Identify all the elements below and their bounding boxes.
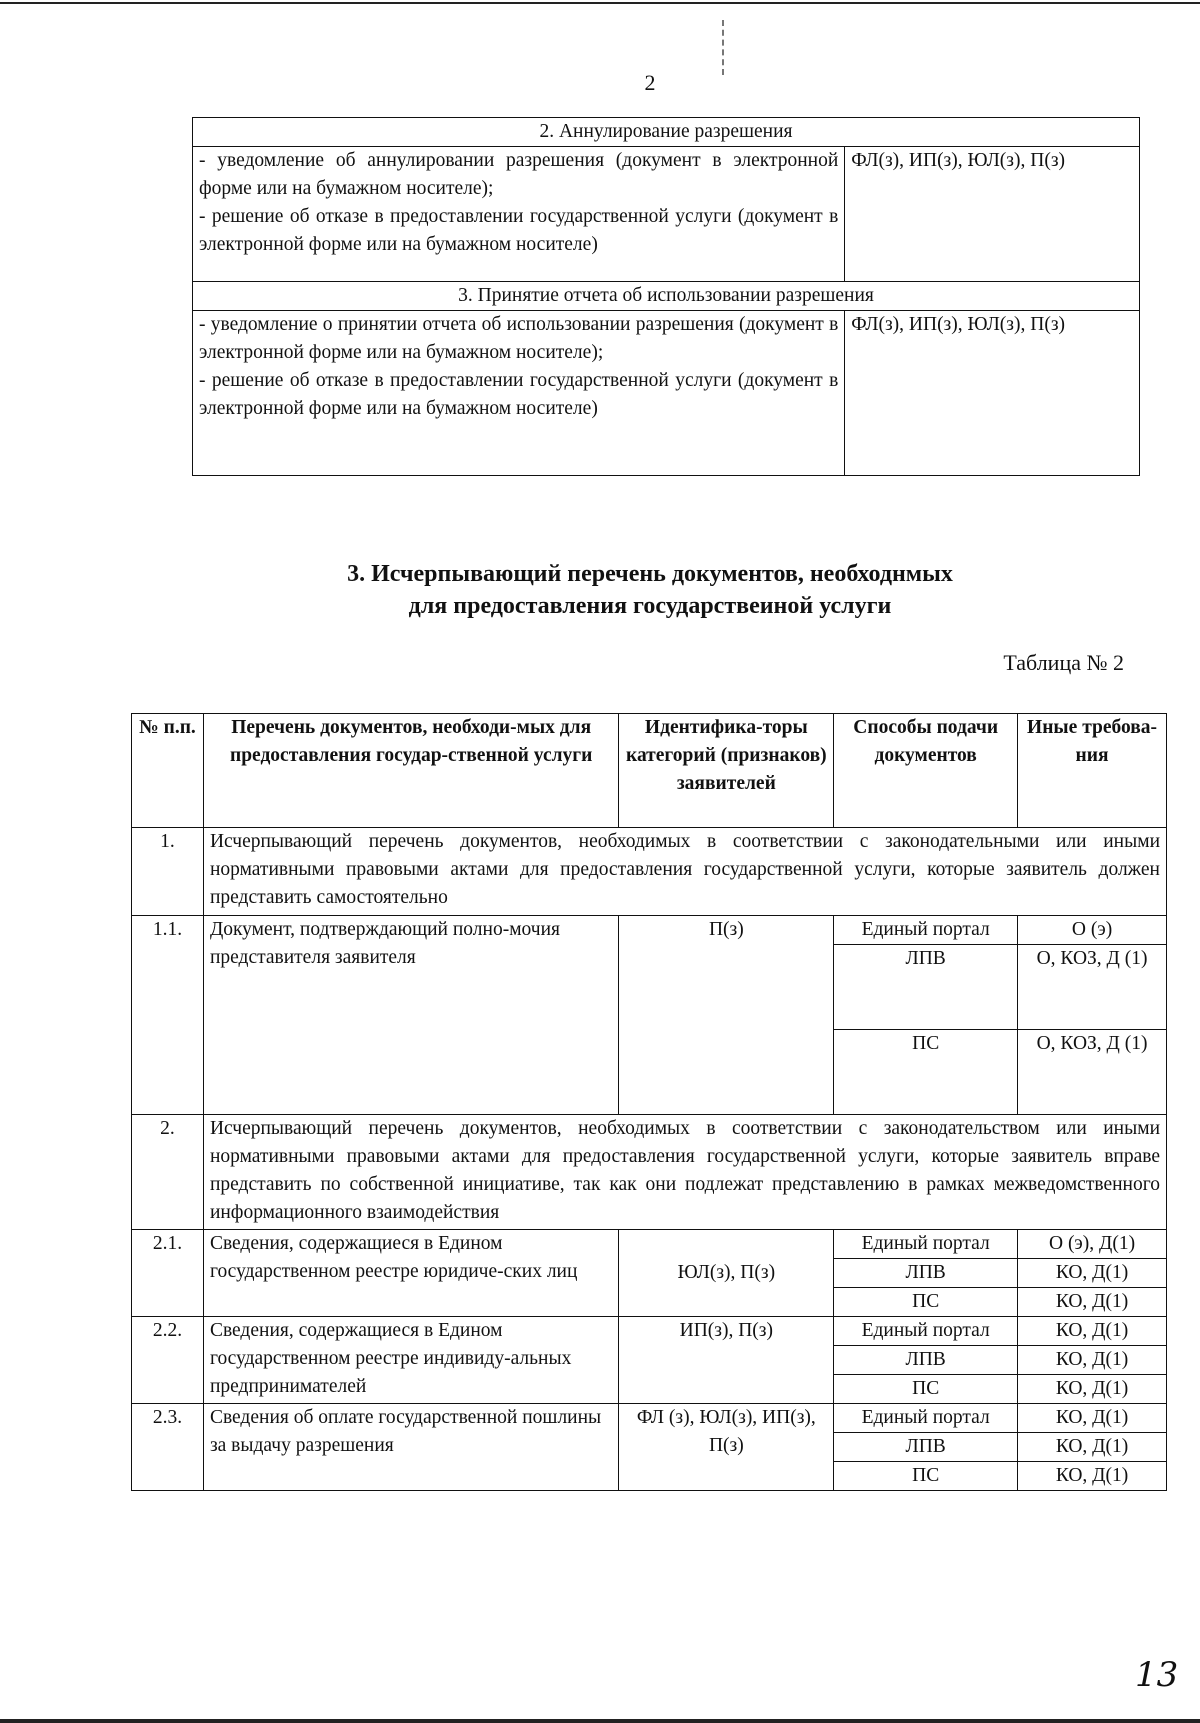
section-text: - уведомление об аннулировании разрешения (документ в электронной форме или на бумажном носителе); - решение об отказе в предоставлении государственной услуги (документ в электронной форме или на бумажном носителе) bbox=[193, 147, 845, 282]
row-num: 2.2. bbox=[132, 1317, 204, 1404]
row-ident: ИП(з), П(з) bbox=[619, 1317, 834, 1404]
scan-edge-bottom bbox=[0, 1719, 1200, 1723]
group-text: Исчерпывающий перечень документов, необходимых в соответствии с законодательством или иными нормативными правовыми актами для предоставления государственной услуги, которые заявитель вправе представить по собственной инициативе, так как они подлежат представлению в рамках межведомственного информационного взаимодействия bbox=[203, 1115, 1166, 1230]
header-num: № п.п. bbox=[132, 714, 204, 828]
row-method: Единый портал bbox=[834, 1404, 1018, 1433]
results-table bbox=[192, 117, 1140, 476]
scan-mark bbox=[722, 20, 726, 75]
row-method: Единый портал bbox=[834, 1230, 1018, 1259]
row-ident: П(з) bbox=[619, 916, 834, 1115]
section-categories: ФЛ(з), ИП(з), ЮЛ(з), П(з) bbox=[845, 147, 1140, 282]
row-method: Единый портал bbox=[834, 916, 1018, 945]
row-req: КО, Д(1) bbox=[1018, 1433, 1167, 1462]
row-method: ПС bbox=[834, 1288, 1018, 1317]
row-ident: ЮЛ(з), П(з) bbox=[619, 1230, 834, 1317]
row-req: О (э), Д(1) bbox=[1018, 1230, 1167, 1259]
page-number: 2 bbox=[644, 70, 656, 95]
section-text: - уведомление о принятии отчета об использовании разрешения (документ в электронной форме или на бумажном носителе); - решение об отказе в предоставлении государственной услуги (документ в электронной форме или на бумажном носителе) bbox=[193, 311, 845, 476]
heading-line: 3. Исчерпывающий перечень документов, необходнмых bbox=[347, 561, 953, 587]
group-text: Исчерпывающий перечень документов, необходимых в соответствии с законодательными или иными нормативными правовыми актами для предоставления государственной услуги, которые заявитель должен представить самостоятельно bbox=[203, 828, 1166, 916]
row-method: ПС bbox=[834, 1375, 1018, 1404]
section-title: 2. Аннулирование разрешения bbox=[193, 118, 1140, 147]
row-method: ЛПВ bbox=[834, 945, 1018, 1030]
row-ident: ФЛ (з), ЮЛ(з), ИП(з), П(з) bbox=[619, 1404, 834, 1491]
row-num: 2.3. bbox=[132, 1404, 204, 1491]
header-docs: Перечень документов, необходи-мых для предоставления государ-ственной услуги bbox=[203, 714, 618, 828]
handwritten-page-number: 13 bbox=[1135, 1655, 1179, 1695]
row-method: ПС bbox=[834, 1462, 1018, 1491]
row-num: 1. bbox=[132, 828, 204, 916]
row-num: 2.1. bbox=[132, 1230, 204, 1317]
row-num: 1.1. bbox=[132, 916, 204, 1115]
documents-table bbox=[131, 713, 1167, 1491]
row-num: 2. bbox=[132, 1115, 204, 1230]
header-methods: Способы подачи документов bbox=[834, 714, 1018, 828]
row-req: КО, Д(1) bbox=[1018, 1462, 1167, 1491]
row-req: О (э) bbox=[1018, 916, 1167, 945]
table-label: Таблица № 2 bbox=[1003, 650, 1124, 675]
row-req: КО, Д(1) bbox=[1018, 1404, 1167, 1433]
row-method: Единый портал bbox=[834, 1317, 1018, 1346]
row-doc: Документ, подтверждающий полно-мочия представителя заявителя bbox=[203, 916, 618, 1115]
row-req: О, КОЗ, Д (1) bbox=[1018, 1030, 1167, 1115]
section-categories: ФЛ(з), ИП(з), ЮЛ(з), П(з) bbox=[845, 311, 1140, 476]
row-method: ЛПВ bbox=[834, 1346, 1018, 1375]
header-ident: Идентифика-торы категорий (признаков) заявителей bbox=[619, 714, 834, 828]
row-doc: Сведения, содержащиеся в Едином государственном реестре юридиче-ских лиц bbox=[203, 1230, 618, 1317]
row-req: О, КОЗ, Д (1) bbox=[1018, 945, 1167, 1030]
row-method: ПС bbox=[834, 1030, 1018, 1115]
header-req: Иные требова-ния bbox=[1018, 714, 1167, 828]
row-req: КО, Д(1) bbox=[1018, 1259, 1167, 1288]
row-doc: Сведения, содержащиеся в Едином государственном реестре индивиду-альных предпринимателей bbox=[203, 1317, 618, 1404]
row-req: КО, Д(1) bbox=[1018, 1317, 1167, 1346]
row-req: КО, Д(1) bbox=[1018, 1375, 1167, 1404]
row-req: КО, Д(1) bbox=[1018, 1346, 1167, 1375]
section-title: 3. Принятие отчета об использовании разрешения bbox=[193, 282, 1140, 311]
heading-line: для предоставления государствеиной услуги bbox=[408, 593, 892, 619]
row-method: ЛПВ bbox=[834, 1433, 1018, 1462]
row-doc: Сведения об оплате государственной пошлины за выдачу разрешения bbox=[203, 1404, 618, 1491]
scan-edge-top bbox=[0, 2, 1200, 4]
row-method: ЛПВ bbox=[834, 1259, 1018, 1288]
section-heading bbox=[200, 558, 1100, 622]
row-req: КО, Д(1) bbox=[1018, 1288, 1167, 1317]
